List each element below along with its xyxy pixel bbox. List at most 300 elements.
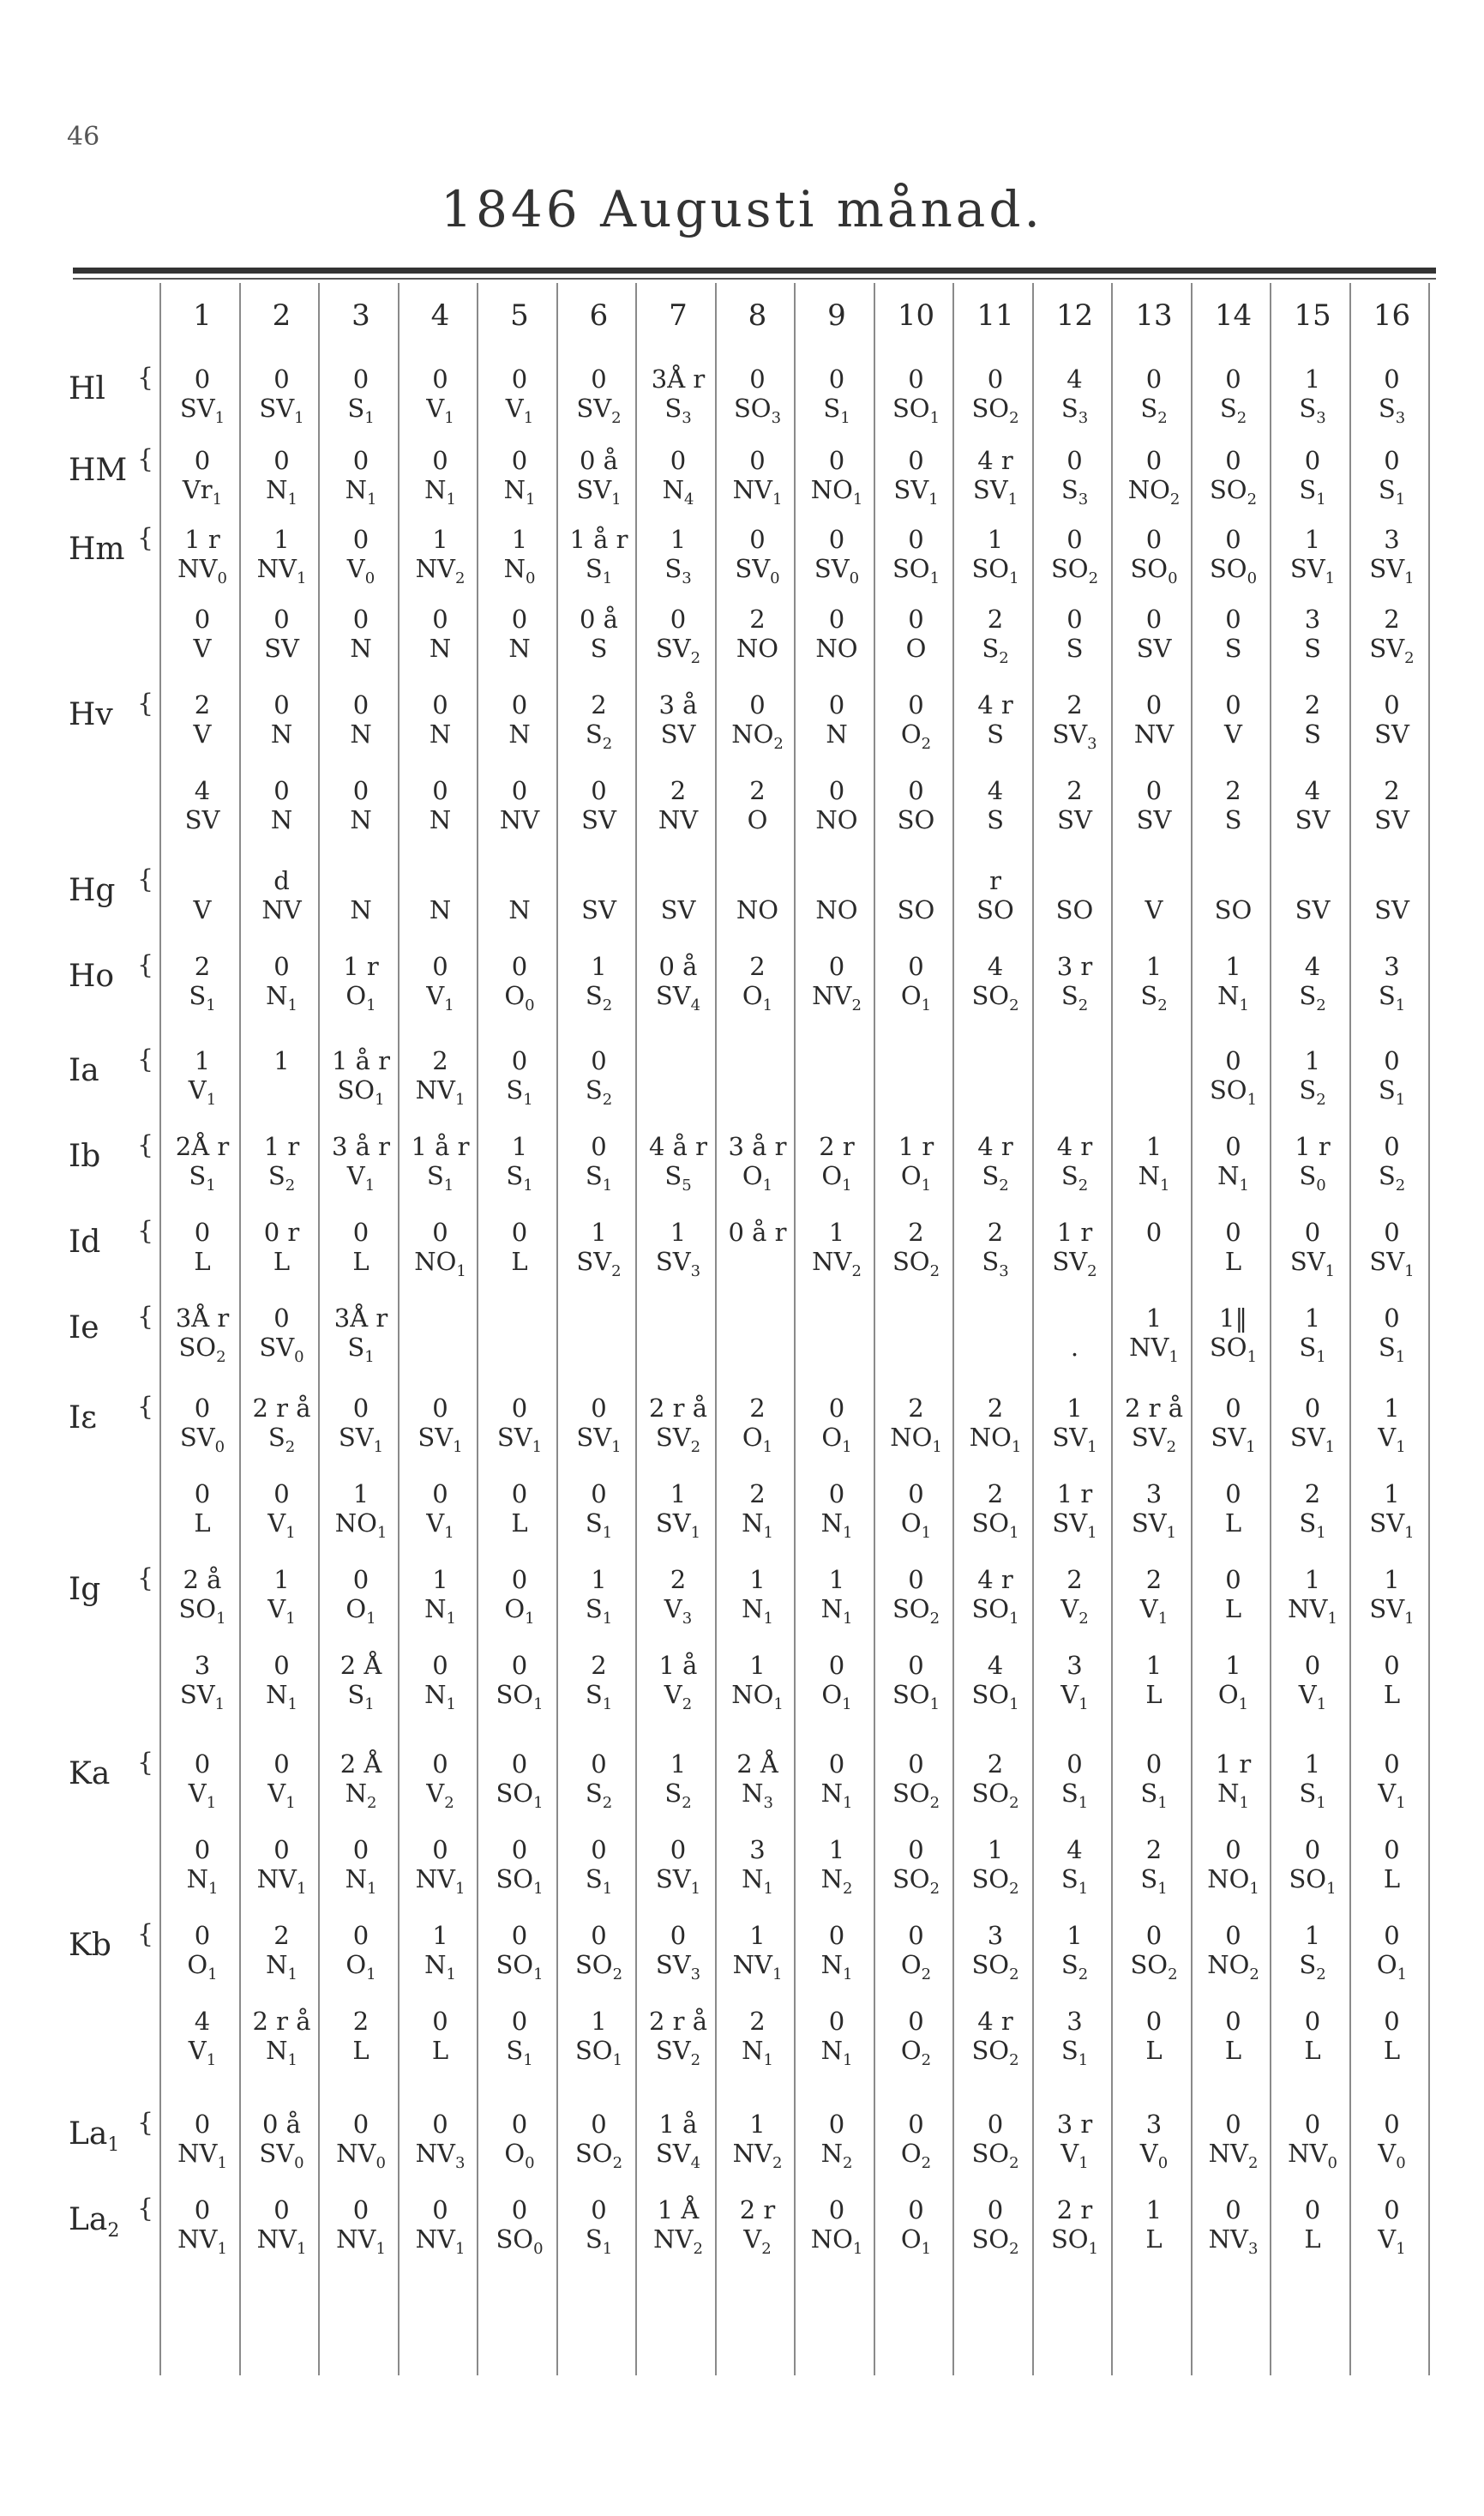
cell-value: 3 bbox=[1145, 2110, 1163, 2139]
table-cell bbox=[243, 1303, 321, 1367]
table-cell bbox=[1194, 1565, 1273, 1628]
cell-value: 4 r bbox=[977, 446, 1013, 475]
cell-direction: L bbox=[1304, 2224, 1321, 2254]
cell-value: 4 r bbox=[1056, 1132, 1093, 1161]
cell-direction: $SO_2$ bbox=[971, 2139, 1019, 2172]
cell-direction: $SV_2$ bbox=[1131, 1423, 1177, 1456]
cell-direction: V bbox=[193, 719, 212, 749]
cell-value: 0 bbox=[828, 525, 845, 554]
cell-direction: $N_1$ bbox=[1138, 1161, 1170, 1195]
cell-value: 3Å r bbox=[651, 364, 706, 394]
table-cell bbox=[560, 690, 639, 754]
table-cell bbox=[718, 1835, 797, 1899]
cell-value: 0 bbox=[511, 776, 528, 805]
cell-value: 1 bbox=[1145, 2195, 1163, 2224]
cell-value: 0 bbox=[908, 364, 924, 394]
cell-direction: L bbox=[273, 1247, 291, 1276]
cell-value: 0 bbox=[511, 1218, 528, 1247]
cell-direction: $N_1$ bbox=[820, 1779, 853, 1812]
cell-value: 3 bbox=[1384, 525, 1400, 554]
cell-value: 0 bbox=[432, 2110, 448, 2139]
cell-direction: . bbox=[1070, 1333, 1079, 1362]
cell-value: 0 bbox=[511, 1565, 528, 1594]
table-cell bbox=[480, 952, 559, 1015]
table-cell bbox=[480, 364, 559, 428]
cell-direction: SO bbox=[1214, 895, 1253, 924]
table-cell bbox=[639, 1835, 718, 1899]
cell-direction: $SO_1$ bbox=[496, 1779, 544, 1812]
cell-direction: $SV_1$ bbox=[1369, 1247, 1415, 1280]
cell-direction: SV bbox=[1295, 805, 1331, 834]
table-cell bbox=[560, 866, 639, 930]
cell-direction: $O_1$ bbox=[900, 2224, 932, 2258]
table-cell bbox=[1353, 605, 1432, 668]
cell-value: 2 bbox=[749, 1393, 766, 1423]
cell-direction: $SO_2$ bbox=[892, 1247, 940, 1280]
cell-direction: N bbox=[429, 895, 452, 924]
cell-direction: $N_2$ bbox=[820, 1864, 853, 1898]
cell-value: 1 bbox=[1225, 952, 1241, 981]
cell-value: 0 bbox=[908, 1921, 924, 1950]
table-cell bbox=[1194, 525, 1273, 588]
cell-direction: $N_4$ bbox=[662, 475, 694, 509]
cell-value: 0 bbox=[273, 776, 290, 805]
table-cell bbox=[1194, 1921, 1273, 1984]
cell-value: 0 bbox=[908, 605, 924, 634]
cell-value: 1 bbox=[1304, 364, 1321, 394]
cell-direction: $S_1$ bbox=[1299, 1333, 1326, 1366]
cell-direction: $NV_1$ bbox=[256, 2224, 307, 2258]
cell-value: 0 bbox=[1304, 2195, 1321, 2224]
table-cell bbox=[956, 690, 1035, 754]
table-cell bbox=[1036, 2007, 1115, 2070]
cell-direction: $SV_0$ bbox=[735, 554, 780, 587]
cell-direction: $SO_2$ bbox=[892, 1594, 940, 1628]
cell-value: 2 bbox=[591, 1651, 607, 1680]
cell-direction: L bbox=[194, 1247, 211, 1276]
table-cell bbox=[1273, 1835, 1352, 1899]
column-header: 3 bbox=[351, 298, 370, 333]
cell-value: 0 bbox=[194, 1393, 211, 1423]
cell-direction: $N_3$ bbox=[742, 1779, 773, 1812]
cell-direction: $NO_2$ bbox=[731, 719, 784, 753]
table-cell bbox=[1115, 364, 1193, 428]
cell-direction: $S_2$ bbox=[1140, 981, 1168, 1014]
cell-value: 0 bbox=[1384, 2007, 1400, 2036]
table-cell bbox=[321, 866, 400, 930]
cell-direction: $S_5$ bbox=[664, 1161, 692, 1195]
table-cell bbox=[797, 1218, 876, 1281]
cell-value: 0 bbox=[987, 2110, 1004, 2139]
table-cell bbox=[1273, 2110, 1352, 2173]
table-cell bbox=[163, 776, 242, 840]
cell-direction: $S_1$ bbox=[1378, 475, 1406, 509]
table-cell bbox=[163, 1921, 242, 1984]
column-header: 16 bbox=[1373, 298, 1411, 333]
cell-value: 1 bbox=[987, 525, 1004, 554]
cell-direction: $N_1$ bbox=[820, 1508, 853, 1542]
cell-value: 2 bbox=[749, 952, 766, 981]
table-cell bbox=[1273, 952, 1352, 1015]
cell-value: 2 bbox=[1384, 776, 1400, 805]
cell-direction: $SV_1$ bbox=[1289, 1247, 1336, 1280]
table-cell bbox=[321, 1303, 400, 1367]
cell-value: 2 bbox=[987, 605, 1004, 634]
cell-direction: $S_1$ bbox=[585, 1161, 613, 1195]
table-cell bbox=[718, 952, 797, 1015]
table-cell bbox=[1353, 1046, 1432, 1110]
cell-direction: $V_1$ bbox=[1298, 1680, 1327, 1713]
cell-value: 0 bbox=[828, 1749, 845, 1779]
row-label: Iε bbox=[69, 1400, 97, 1436]
table-cell bbox=[163, 1303, 242, 1367]
table-cell bbox=[1353, 1132, 1432, 1195]
table-cell bbox=[1273, 1921, 1352, 1984]
cell-direction bbox=[639, 1075, 718, 1110]
table-cell bbox=[1194, 1651, 1273, 1714]
table-cell bbox=[401, 2110, 480, 2173]
cell-value: 2 r å bbox=[648, 1393, 708, 1423]
cell-value: 0 bbox=[1384, 1749, 1400, 1779]
cell-direction: $O_1$ bbox=[821, 1680, 852, 1713]
cell-value: 2 bbox=[1384, 605, 1400, 634]
cell-direction: $SO_1$ bbox=[892, 1680, 940, 1713]
cell-direction: $NV_1$ bbox=[336, 2224, 386, 2258]
cell-direction: V bbox=[1145, 895, 1163, 924]
cell-value bbox=[877, 866, 956, 895]
cell-direction: $N_1$ bbox=[424, 1950, 456, 1983]
cell-direction bbox=[797, 1333, 876, 1367]
cell-direction: $N_1$ bbox=[424, 1594, 456, 1628]
cell-direction: $NV_1$ bbox=[256, 1864, 307, 1898]
table-cell bbox=[560, 1921, 639, 1984]
table-cell bbox=[956, 776, 1035, 840]
table-cell bbox=[401, 525, 480, 588]
cell-value: 0 bbox=[352, 605, 369, 634]
cell-direction: SO bbox=[897, 805, 935, 834]
cell-value: 0 bbox=[511, 446, 528, 475]
table-cell bbox=[1353, 2110, 1432, 2173]
table-cell bbox=[877, 1835, 956, 1899]
cell-value: 1 å bbox=[658, 2110, 698, 2139]
table-cell bbox=[639, 1393, 718, 1457]
cell-direction: $V_1$ bbox=[426, 1508, 454, 1542]
cell-value bbox=[401, 866, 480, 895]
cell-value: 1 bbox=[1145, 952, 1163, 981]
cell-direction: $S_3$ bbox=[1378, 394, 1406, 427]
cell-value bbox=[956, 1303, 1035, 1333]
cell-direction: $NO_1$ bbox=[810, 2224, 863, 2258]
row-label: Hg bbox=[69, 873, 116, 908]
table-cell bbox=[1353, 1921, 1432, 1984]
cell-value: 0 bbox=[1384, 2195, 1400, 2224]
cell-value: 0 bbox=[352, 1218, 369, 1247]
table-cell bbox=[1194, 776, 1273, 840]
table-cell bbox=[321, 1921, 400, 1984]
cell-direction: $V_1$ bbox=[1060, 1680, 1089, 1713]
cell-direction: S bbox=[1224, 634, 1242, 663]
table-cell bbox=[877, 1749, 956, 1813]
table-cell bbox=[321, 1565, 400, 1628]
cell-value: 2 bbox=[194, 690, 211, 719]
cell-value: 0 bbox=[511, 1479, 528, 1508]
cell-direction: $V_2$ bbox=[743, 2224, 772, 2258]
cell-direction: $SO_1$ bbox=[1209, 1075, 1258, 1109]
table-cell bbox=[639, 1132, 718, 1195]
table-cell bbox=[797, 1651, 876, 1714]
table-cell bbox=[401, 1218, 480, 1281]
cell-direction: $S_1$ bbox=[585, 1508, 613, 1542]
cell-direction: $S_3$ bbox=[1299, 394, 1326, 427]
brace-mark: { bbox=[137, 1216, 154, 1246]
table-cell bbox=[1036, 1921, 1115, 1984]
cell-direction bbox=[1036, 1075, 1115, 1110]
cell-direction: $SV_1$ bbox=[496, 1423, 543, 1456]
cell-value: 2 bbox=[1225, 776, 1241, 805]
table-cell bbox=[797, 866, 876, 930]
table-cell bbox=[401, 776, 480, 840]
cell-direction: $SV_2$ bbox=[655, 2036, 701, 2069]
table-cell bbox=[877, 1132, 956, 1195]
cell-direction: $SV_2$ bbox=[1052, 1247, 1097, 1280]
table-cell bbox=[480, 605, 559, 668]
cell-direction: $SO_1$ bbox=[892, 554, 940, 587]
table-cell bbox=[1036, 690, 1115, 754]
cell-value: 3Å r bbox=[175, 1303, 230, 1333]
table-cell bbox=[401, 1132, 480, 1195]
cell-value: 0 bbox=[1225, 1921, 1241, 1950]
cell-direction: NO bbox=[815, 634, 858, 663]
cell-direction: $N_1$ bbox=[820, 1594, 853, 1628]
cell-direction: $SV_2$ bbox=[576, 1247, 622, 1280]
cell-value: 0 bbox=[987, 364, 1004, 394]
cell-value: 0 bbox=[828, 2195, 845, 2224]
column-header: 14 bbox=[1214, 298, 1253, 333]
table-cell bbox=[1036, 1303, 1115, 1367]
cell-value: 2 bbox=[1066, 1565, 1083, 1594]
table-cell bbox=[718, 1046, 797, 1110]
table-cell bbox=[956, 1479, 1035, 1543]
cell-direction: $NV_2$ bbox=[812, 1247, 862, 1280]
table-cell bbox=[560, 1651, 639, 1714]
cell-value: 0 bbox=[352, 776, 369, 805]
table-cell bbox=[797, 1046, 876, 1110]
table-cell bbox=[560, 1565, 639, 1628]
cell-value: 0 bbox=[432, 1218, 448, 1247]
cell-value: 1 bbox=[828, 1565, 845, 1594]
brace-mark: { bbox=[137, 1563, 154, 1593]
table-cell bbox=[480, 1921, 559, 1984]
cell-direction: $SV_1$ bbox=[1052, 1423, 1097, 1456]
cell-value: 0 bbox=[273, 690, 290, 719]
cell-value bbox=[1036, 866, 1115, 895]
cell-direction: $N_1$ bbox=[742, 1864, 773, 1898]
cell-value bbox=[797, 1046, 876, 1075]
cell-value: 3 bbox=[194, 1651, 211, 1680]
table-cell bbox=[1353, 952, 1432, 1015]
table-cell bbox=[321, 1479, 400, 1543]
cell-value: 1 bbox=[1066, 1393, 1083, 1423]
table-cell bbox=[243, 1046, 321, 1110]
cell-value: 0 bbox=[273, 1749, 290, 1779]
table-cell bbox=[401, 364, 480, 428]
table-cell bbox=[1115, 605, 1193, 668]
cell-direction: $S_2$ bbox=[1060, 981, 1089, 1014]
table-cell bbox=[956, 1565, 1035, 1628]
cell-direction: N bbox=[350, 719, 372, 749]
cell-direction: $O_1$ bbox=[900, 1508, 932, 1542]
table-cell bbox=[877, 2110, 956, 2173]
cell-direction: $V_1$ bbox=[267, 1779, 296, 1812]
cell-direction: $O_2$ bbox=[900, 2139, 932, 2172]
cell-direction: $SO_1$ bbox=[971, 1594, 1019, 1628]
cell-value: 0 bbox=[432, 2195, 448, 2224]
cell-value: 0 bbox=[1066, 446, 1083, 475]
cell-direction: $SO_0$ bbox=[1209, 554, 1258, 587]
table-cell bbox=[401, 2007, 480, 2070]
table-cell bbox=[1353, 1651, 1432, 1714]
cell-value: 0 bbox=[352, 2110, 369, 2139]
table-cell bbox=[718, 446, 797, 509]
cell-direction: N bbox=[270, 719, 293, 749]
cell-value: 0 bbox=[273, 605, 290, 634]
table-cell bbox=[718, 1921, 797, 1984]
cell-direction: $N_1$ bbox=[742, 1594, 773, 1628]
table-cell bbox=[321, 1132, 400, 1195]
cell-value: 0 bbox=[194, 2195, 211, 2224]
cell-direction: N bbox=[350, 634, 372, 663]
table-cell bbox=[1036, 446, 1115, 509]
cell-value: 2 bbox=[908, 1393, 924, 1423]
cell-direction bbox=[560, 1333, 639, 1367]
cell-value: 1 bbox=[670, 525, 687, 554]
cell-direction: $SO_1$ bbox=[337, 1075, 385, 1109]
cell-value bbox=[1036, 1303, 1115, 1333]
cell-value: 2 bbox=[432, 1046, 448, 1075]
table-cell bbox=[956, 2110, 1035, 2173]
table-cell bbox=[243, 605, 321, 668]
cell-direction: L bbox=[1145, 2224, 1163, 2254]
cell-value: 1 bbox=[670, 1749, 687, 1779]
cell-value: 1 bbox=[1304, 1921, 1321, 1950]
table-cell bbox=[877, 605, 956, 668]
table-cell bbox=[480, 776, 559, 840]
cell-direction: L bbox=[1304, 2036, 1321, 2065]
column-header: 15 bbox=[1294, 298, 1331, 333]
cell-direction: $S_1$ bbox=[585, 1864, 613, 1898]
cell-direction: $O_1$ bbox=[821, 1161, 852, 1195]
cell-direction: $NO_2$ bbox=[1127, 475, 1181, 509]
cell-value: 1 bbox=[432, 1565, 448, 1594]
cell-value: 0 bbox=[591, 776, 607, 805]
table-cell bbox=[321, 2007, 400, 2070]
table-cell bbox=[243, 2195, 321, 2259]
table-cell bbox=[480, 1565, 559, 1628]
cell-value: 0 bbox=[591, 1046, 607, 1075]
cell-value: 0 bbox=[432, 446, 448, 475]
cell-value: 0 bbox=[1384, 1651, 1400, 1680]
cell-value: 1 r bbox=[1056, 1218, 1093, 1247]
cell-direction bbox=[956, 1333, 1035, 1367]
cell-direction: $O_2$ bbox=[900, 2036, 932, 2069]
cell-value: 0 bbox=[1384, 1921, 1400, 1950]
cell-direction: $S_1$ bbox=[347, 394, 375, 427]
table-cell bbox=[243, 1218, 321, 1281]
cell-direction: $SO_1$ bbox=[971, 1508, 1019, 1542]
table-cell bbox=[1194, 1393, 1273, 1457]
cell-direction: SV bbox=[1295, 895, 1331, 924]
cell-direction: $N_1$ bbox=[266, 1950, 297, 1983]
cell-value: 0 bbox=[828, 690, 845, 719]
cell-direction: N bbox=[508, 895, 531, 924]
cell-direction: $V_3$ bbox=[664, 1594, 693, 1628]
cell-direction: $O_1$ bbox=[345, 981, 376, 1014]
table-cell bbox=[1115, 2007, 1193, 2070]
cell-value: 0 bbox=[352, 2195, 369, 2224]
cell-value: 1 bbox=[273, 525, 290, 554]
cell-direction: $S_3$ bbox=[664, 394, 692, 427]
table-cell bbox=[1273, 776, 1352, 840]
cell-value: 4 r bbox=[977, 2007, 1013, 2036]
cell-direction bbox=[1115, 1247, 1193, 1281]
cell-direction: $S_3$ bbox=[1060, 475, 1089, 509]
cell-value: 2 bbox=[1066, 690, 1083, 719]
cell-value: 0 bbox=[194, 1921, 211, 1950]
table-cell bbox=[243, 446, 321, 509]
cell-direction: NV bbox=[499, 805, 540, 834]
cell-direction: $SV_1$ bbox=[259, 394, 304, 427]
cell-value: 3 r bbox=[1056, 2110, 1093, 2139]
table-cell bbox=[243, 1565, 321, 1628]
column-header: 2 bbox=[272, 298, 291, 333]
table-cell bbox=[401, 1921, 480, 1984]
cell-value: 3 bbox=[1145, 1479, 1163, 1508]
cell-value: 0 bbox=[1304, 1393, 1321, 1423]
table-cell bbox=[956, 1218, 1035, 1281]
table-cell bbox=[718, 2195, 797, 2259]
table-cell bbox=[1036, 1565, 1115, 1628]
cell-direction: $SO_2$ bbox=[971, 2224, 1019, 2258]
cell-value: 0 bbox=[670, 1835, 687, 1864]
cell-value: 1 bbox=[749, 2110, 766, 2139]
cell-direction: $S_1$ bbox=[347, 1333, 375, 1366]
table-cell bbox=[163, 446, 242, 509]
cell-value: 1 bbox=[670, 1479, 687, 1508]
cell-direction: $NV_1$ bbox=[177, 2139, 227, 2172]
cell-value: r bbox=[989, 866, 1001, 895]
cell-direction: $O_1$ bbox=[504, 1594, 535, 1628]
cell-value: 1 bbox=[352, 1479, 369, 1508]
cell-direction: $N_1$ bbox=[820, 2036, 853, 2069]
cell-direction: $NV_2$ bbox=[415, 554, 466, 587]
cell-value: 3 bbox=[1384, 952, 1400, 981]
table-cell bbox=[639, 364, 718, 428]
table-cell bbox=[639, 866, 718, 930]
row-label: Ho bbox=[69, 959, 115, 994]
table-cell bbox=[956, 1921, 1035, 1984]
table-cell bbox=[560, 1132, 639, 1195]
table-cell bbox=[1115, 1046, 1193, 1110]
table-cell bbox=[401, 446, 480, 509]
table-cell bbox=[401, 2195, 480, 2259]
table-cell bbox=[480, 1749, 559, 1813]
cell-direction bbox=[401, 1333, 480, 1367]
cell-value: 2 bbox=[1145, 1565, 1163, 1594]
cell-direction: L bbox=[1383, 1864, 1401, 1893]
cell-value: 4 bbox=[194, 2007, 211, 2036]
cell-direction: $SO_1$ bbox=[496, 1950, 544, 1983]
cell-value: 0 bbox=[352, 1835, 369, 1864]
